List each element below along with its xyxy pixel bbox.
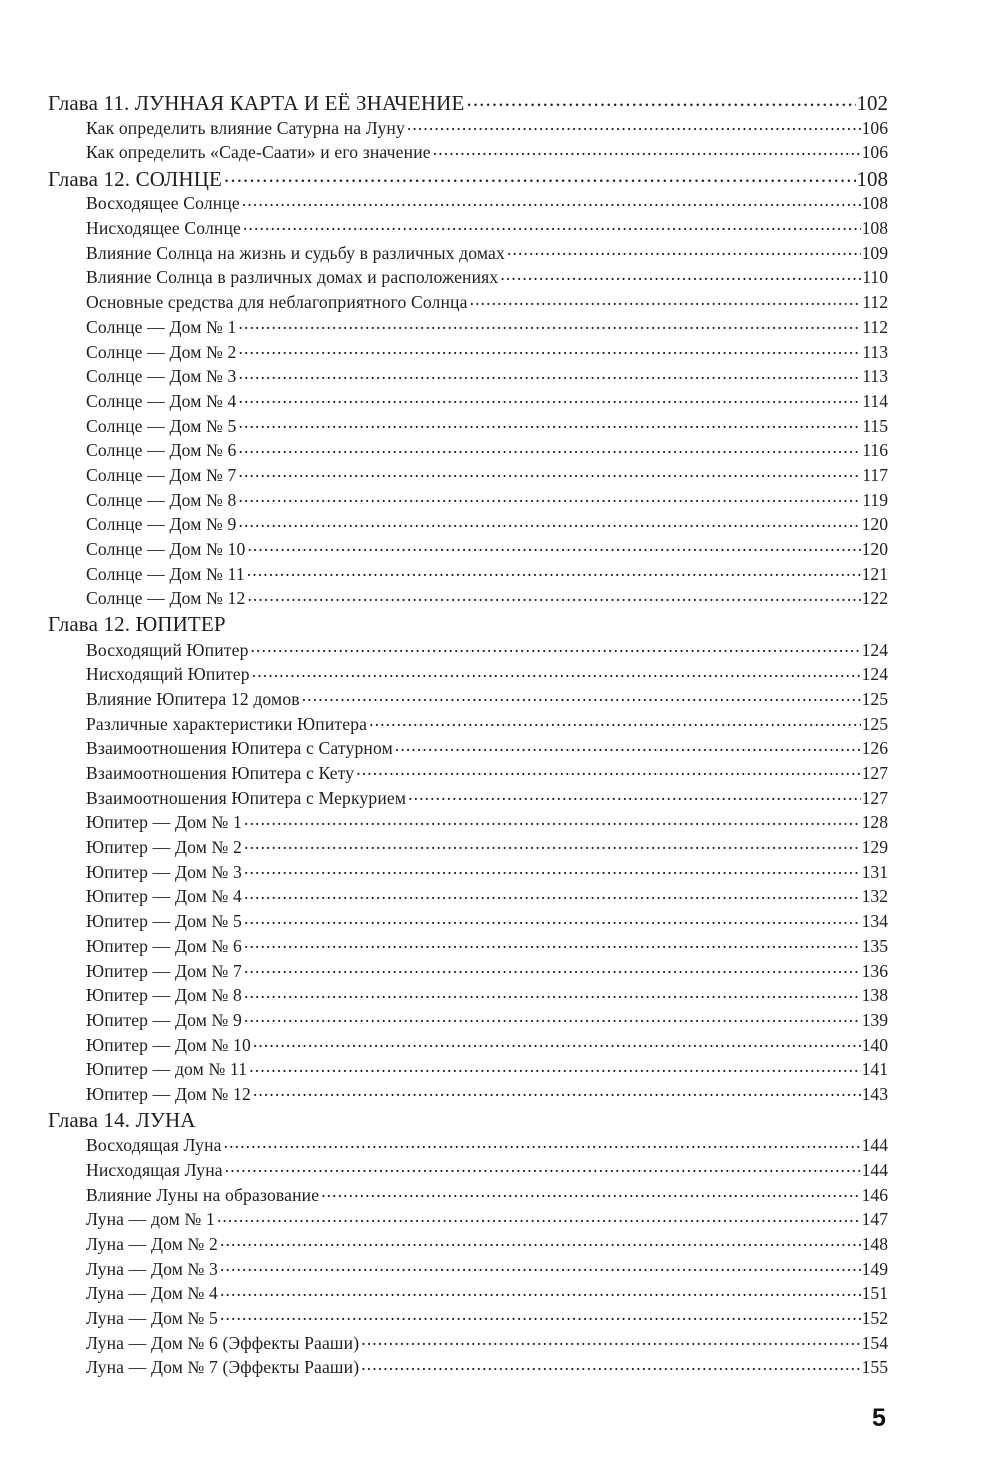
dot-leader bbox=[242, 192, 861, 210]
toc-section-row bbox=[48, 983, 888, 1008]
section-title: Как определить влияние Сатурна на Луну bbox=[86, 117, 405, 138]
page-ref: 139 bbox=[861, 1009, 888, 1030]
page-ref: 138 bbox=[861, 985, 888, 1006]
section-title: Луна — Дом № 5 bbox=[86, 1307, 218, 1328]
toc-section-row bbox=[48, 586, 888, 611]
section-title: Солнце — Дом № 11 bbox=[86, 563, 245, 584]
dot-leader bbox=[407, 116, 861, 134]
toc-section-row bbox=[48, 909, 888, 934]
section-title: Солнце — Дом № 4 bbox=[86, 390, 237, 411]
dot-leader bbox=[239, 340, 862, 358]
page-ref: 116 bbox=[862, 440, 888, 461]
toc-section-row bbox=[48, 562, 888, 587]
section-title: Влияние Луны на образование bbox=[86, 1184, 320, 1205]
table-of-contents bbox=[48, 89, 888, 1380]
dot-leader bbox=[321, 1183, 860, 1201]
section-title: Солнце — Дом № 3 bbox=[86, 366, 237, 387]
dot-leader bbox=[239, 513, 861, 531]
page-ref: 146 bbox=[861, 1184, 888, 1205]
page-ref: 141 bbox=[861, 1059, 888, 1080]
dot-leader bbox=[369, 712, 860, 730]
dot-leader bbox=[244, 885, 861, 903]
page-ref: 106 bbox=[861, 142, 888, 163]
section-title: Солнце — Дом № 6 bbox=[86, 440, 237, 461]
page-ref: 144 bbox=[861, 1135, 888, 1156]
dot-leader bbox=[251, 638, 861, 656]
dot-leader bbox=[252, 663, 861, 681]
dot-leader bbox=[244, 984, 861, 1002]
toc-section-row bbox=[48, 1183, 888, 1208]
dot-leader bbox=[239, 463, 862, 481]
toc-section-row bbox=[48, 140, 888, 165]
section-title: Взаимоотношения Юпитера с Сатурном bbox=[86, 738, 393, 759]
section-title: Юпитер — Дом № 8 bbox=[86, 985, 242, 1006]
toc-section-row bbox=[48, 959, 888, 984]
page-ref: 125 bbox=[861, 713, 888, 734]
section-title: Луна — Дом № 6 (Эффекты Рааши) bbox=[86, 1332, 360, 1353]
toc-section-row bbox=[48, 290, 888, 315]
page-ref: 128 bbox=[861, 812, 888, 833]
page-ref: 127 bbox=[861, 763, 888, 783]
toc-section-row bbox=[48, 687, 888, 712]
toc-section-row bbox=[48, 835, 888, 860]
chapter-title: Глава 11. ЛУННАЯ КАРТА И ЕЁ ЗНАЧЕНИЕ bbox=[48, 91, 465, 115]
page-ref: 129 bbox=[861, 837, 888, 858]
dot-leader bbox=[220, 1257, 861, 1275]
section-title: Луна — Дом № 3 bbox=[86, 1258, 218, 1279]
toc-section-row bbox=[48, 860, 888, 885]
section-title: Юпитер — Дом № 4 bbox=[86, 886, 242, 907]
page-ref: 124 bbox=[861, 664, 888, 685]
toc-section-row bbox=[48, 1331, 888, 1356]
section-title: Влияние Юпитера 12 домов bbox=[86, 688, 300, 709]
page-ref: 127 bbox=[861, 787, 888, 808]
section-title: Юпитер — дом № 11 bbox=[86, 1059, 248, 1080]
page-ref: 148 bbox=[861, 1233, 888, 1254]
page-ref: 132 bbox=[861, 886, 888, 907]
dot-leader bbox=[239, 315, 862, 333]
page-ref: 151 bbox=[861, 1283, 888, 1304]
page-ref: 108 bbox=[856, 166, 888, 191]
toc-section-row bbox=[48, 216, 888, 241]
section-title: Солнце — Дом № 1 bbox=[86, 316, 237, 337]
dot-leader bbox=[395, 737, 861, 755]
toc-section-row bbox=[48, 884, 888, 909]
dot-leader bbox=[244, 1008, 861, 1026]
toc-section-row bbox=[48, 1355, 888, 1380]
toc-section-row bbox=[48, 662, 888, 687]
toc-section-row bbox=[48, 1306, 888, 1331]
page-ref: 115 bbox=[862, 415, 888, 436]
section-title: Юпитер — Дом № 5 bbox=[86, 911, 242, 932]
section-title: Восходящая Луна bbox=[86, 1135, 222, 1156]
section-title: Восходящее Солнце bbox=[86, 193, 240, 214]
dot-leader bbox=[224, 165, 856, 186]
section-title: Как определить «Саде-Саати» и его значение bbox=[86, 142, 431, 163]
page-ref: 147 bbox=[861, 1209, 888, 1230]
page-ref: 140 bbox=[861, 1034, 888, 1055]
dot-leader bbox=[302, 687, 861, 705]
section-title: Влияние Солнца на жизнь и судьбу в различных домах bbox=[86, 242, 505, 263]
section-title: Луна — Дом № 4 bbox=[86, 1283, 218, 1304]
section-title: Взаимоотношения Юпитера с Кету bbox=[86, 763, 355, 783]
dot-leader bbox=[361, 1331, 860, 1349]
toc-section-row bbox=[48, 712, 888, 737]
toc-section-row bbox=[48, 438, 888, 463]
dot-leader bbox=[433, 141, 861, 159]
toc-section-row bbox=[48, 512, 888, 537]
section-title: Луна — дом № 1 bbox=[86, 1209, 215, 1230]
section-title: Взаимоотношения Юпитера с Меркурием bbox=[86, 787, 407, 808]
section-title: Нисходящее Солнце bbox=[86, 218, 241, 239]
section-title: Нисходящая Луна bbox=[86, 1159, 223, 1180]
section-title: Нисходящий Юпитер bbox=[86, 664, 250, 685]
page-ref: 154 bbox=[861, 1332, 888, 1353]
toc-section-row bbox=[48, 1281, 888, 1306]
page-ref: 110 bbox=[862, 267, 888, 288]
section-title: Юпитер — Дом № 1 bbox=[86, 812, 242, 833]
toc-section-row bbox=[48, 1232, 888, 1257]
section-title: Юпитер — Дом № 10 bbox=[86, 1034, 251, 1055]
page-ref: 155 bbox=[861, 1357, 888, 1378]
page-ref: 131 bbox=[861, 861, 888, 882]
dot-leader bbox=[244, 910, 861, 928]
toc-section-row bbox=[48, 810, 888, 835]
dot-leader bbox=[244, 860, 861, 878]
toc-section-row bbox=[48, 116, 888, 141]
toc-section-row bbox=[48, 364, 888, 389]
dot-leader bbox=[507, 241, 861, 259]
page-ref: 114 bbox=[862, 390, 888, 411]
page-ref: 125 bbox=[861, 688, 888, 709]
dot-leader bbox=[220, 1232, 861, 1250]
page-ref: 109 bbox=[861, 242, 888, 263]
dot-leader bbox=[244, 934, 861, 952]
toc-section-row bbox=[48, 340, 888, 365]
page-ref: 117 bbox=[862, 464, 888, 485]
section-title: Солнце — Дом № 10 bbox=[86, 539, 246, 559]
page-ref: 106 bbox=[861, 117, 888, 138]
toc-chapter-row bbox=[48, 89, 888, 116]
toc-section-row bbox=[48, 1008, 888, 1033]
page-ref: 143 bbox=[861, 1083, 888, 1104]
toc-section-row bbox=[48, 761, 888, 786]
dot-leader bbox=[239, 488, 862, 506]
chapter-title: Глава 12. СОЛНЦЕ bbox=[48, 166, 222, 191]
toc-section-row bbox=[48, 389, 888, 414]
dot-leader bbox=[239, 439, 862, 457]
dot-leader bbox=[224, 1134, 861, 1152]
dot-leader bbox=[466, 89, 855, 110]
dot-leader bbox=[408, 786, 860, 804]
toc-chapter-row bbox=[48, 611, 888, 638]
section-title: Солнце — Дом № 12 bbox=[86, 588, 246, 609]
toc-chapter-row bbox=[48, 165, 888, 192]
page-ref: 119 bbox=[862, 489, 888, 510]
page-ref: 152 bbox=[861, 1307, 888, 1328]
page-ref: 120 bbox=[861, 514, 888, 535]
toc-section-row bbox=[48, 414, 888, 439]
dot-leader bbox=[220, 1282, 861, 1300]
page-ref: 149 bbox=[861, 1258, 888, 1279]
dot-leader bbox=[243, 216, 861, 234]
section-title: Луна — Дом № 2 bbox=[86, 1233, 218, 1254]
page-ref: 122 bbox=[861, 588, 888, 609]
section-title: Влияние Солнца в различных домах и расположениях bbox=[86, 267, 499, 288]
dot-leader bbox=[225, 1158, 861, 1176]
page-ref: 113 bbox=[862, 366, 888, 387]
page-ref: 112 bbox=[862, 292, 888, 313]
dot-leader bbox=[247, 587, 860, 605]
dot-leader bbox=[244, 811, 861, 829]
section-title: Солнце — Дом № 2 bbox=[86, 341, 237, 362]
dot-leader bbox=[361, 1356, 860, 1374]
dot-leader bbox=[217, 1208, 861, 1226]
section-title: Солнце — Дом № 5 bbox=[86, 415, 237, 436]
page-ref: 121 bbox=[861, 563, 888, 584]
section-title: Юпитер — Дом № 7 bbox=[86, 960, 242, 981]
dot-leader bbox=[247, 562, 861, 580]
toc-section-row bbox=[48, 1057, 888, 1082]
section-title: Юпитер — Дом № 9 bbox=[86, 1009, 242, 1030]
dot-leader bbox=[244, 959, 861, 977]
toc-section-row bbox=[48, 736, 888, 761]
section-title: Юпитер — Дом № 2 bbox=[86, 837, 242, 858]
toc-section-row bbox=[48, 537, 888, 562]
section-title: Юпитер — Дом № 6 bbox=[86, 935, 242, 956]
page-ref: 126 bbox=[861, 738, 888, 759]
dot-leader bbox=[253, 1033, 861, 1051]
toc-section-row bbox=[48, 638, 888, 663]
dot-leader bbox=[239, 414, 862, 432]
toc-section-row bbox=[48, 1133, 888, 1158]
dot-leader bbox=[500, 266, 861, 284]
page-ref: 134 bbox=[861, 911, 888, 932]
page-ref: 108 bbox=[861, 193, 888, 214]
toc-section-row bbox=[48, 315, 888, 340]
toc-section-row bbox=[48, 191, 888, 216]
toc-section-row bbox=[48, 1257, 888, 1282]
dot-leader bbox=[253, 1082, 861, 1100]
toc-chapter-row bbox=[48, 1107, 888, 1134]
chapter-title: Глава 12. ЮПИТЕР bbox=[48, 612, 226, 637]
toc-section-row bbox=[48, 934, 888, 959]
dot-leader bbox=[247, 537, 860, 555]
toc-section-row bbox=[48, 463, 888, 488]
page-ref: 112 bbox=[862, 316, 888, 337]
toc-section-row bbox=[48, 241, 888, 266]
section-title: Солнце — Дом № 8 bbox=[86, 489, 237, 510]
page-ref: 135 bbox=[861, 935, 888, 956]
toc-section-row bbox=[48, 265, 888, 290]
toc-section-row bbox=[48, 786, 888, 811]
section-title: Юпитер — Дом № 12 bbox=[86, 1083, 251, 1104]
page-number: 5 bbox=[872, 1404, 886, 1432]
page-ref: 120 bbox=[861, 539, 888, 559]
dot-leader bbox=[239, 365, 862, 383]
toc-section-row bbox=[48, 1158, 888, 1183]
toc-section-row bbox=[48, 488, 888, 513]
dot-leader bbox=[249, 1058, 860, 1076]
toc-section-row bbox=[48, 1082, 888, 1107]
section-title: Солнце — Дом № 9 bbox=[86, 514, 237, 535]
dot-leader bbox=[356, 761, 860, 779]
dot-leader bbox=[220, 1306, 861, 1324]
page-ref: 102 bbox=[856, 91, 888, 115]
section-title: Различные характеристики Юпитера bbox=[86, 713, 368, 734]
chapter-title: Глава 14. ЛУНА bbox=[48, 1107, 196, 1132]
page-ref: 144 bbox=[861, 1159, 888, 1180]
dot-leader bbox=[244, 835, 861, 853]
section-title: Восходящий Юпитер bbox=[86, 639, 249, 660]
section-title: Солнце — Дом № 7 bbox=[86, 464, 237, 485]
page-ref: 136 bbox=[861, 960, 888, 981]
toc-section-row bbox=[48, 1207, 888, 1232]
section-title: Юпитер — Дом № 3 bbox=[86, 861, 242, 882]
section-title: Луна — Дом № 7 (Эффекты Рааши) bbox=[86, 1357, 360, 1378]
dot-leader bbox=[239, 389, 862, 407]
toc-section-row bbox=[48, 1033, 888, 1058]
page-ref: 108 bbox=[861, 218, 888, 239]
dot-leader bbox=[470, 291, 862, 309]
page-ref: 113 bbox=[862, 341, 888, 362]
page-ref: 124 bbox=[861, 639, 888, 660]
section-title: Основные средства для неблагоприятного Солнца bbox=[86, 292, 468, 313]
